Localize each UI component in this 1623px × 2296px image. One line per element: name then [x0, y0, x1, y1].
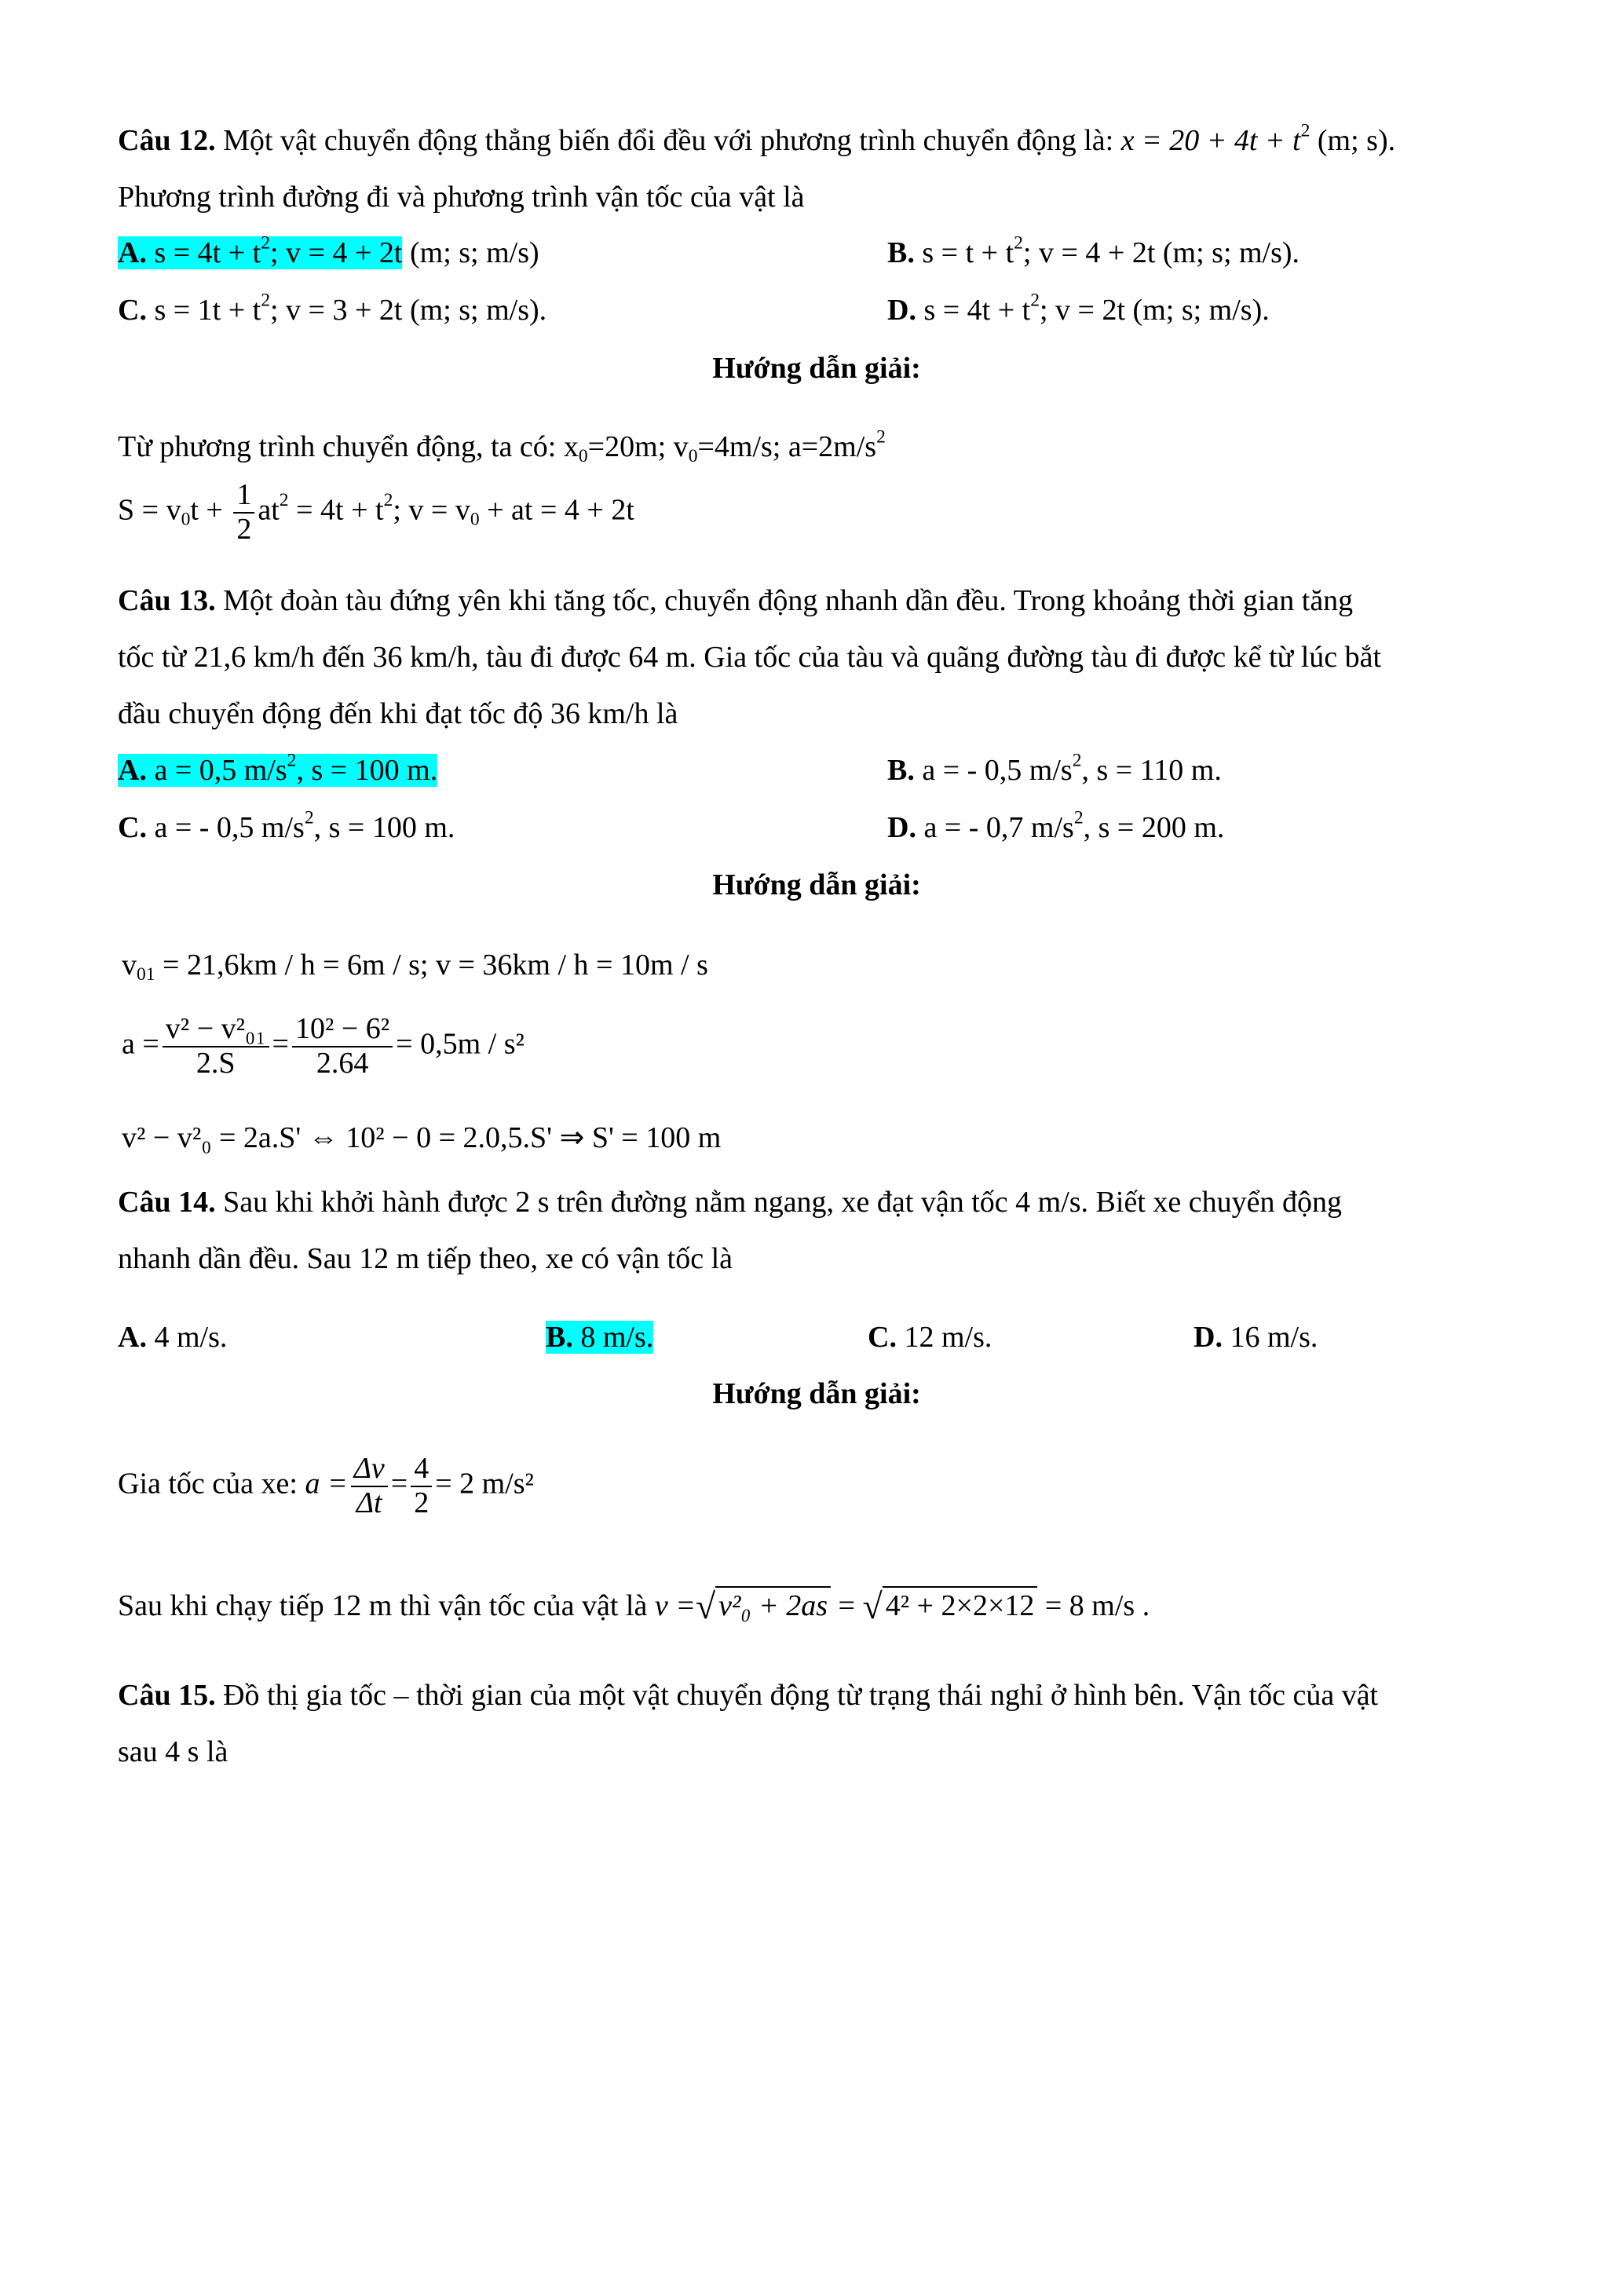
q12-option-d: D. $s = 4t + t^2$; v = 2t (m; s; m/s).	[887, 290, 1270, 327]
square-root-icon: √	[695, 1586, 716, 1626]
q12-stem-line2: Phương trình đường đi và phương trình vận tốc của vật là	[118, 181, 805, 214]
q13-solution-line1: $v_{01} = 21,6km / h = 6m / s$; v = 36km / h = 10m / s	[122, 949, 708, 985]
fraction-numeric: $\frac{\text{10² − 6²}}{2.64}$	[292, 1013, 393, 1080]
q14-option-a: A. 4 m/s.	[118, 1321, 228, 1354]
q13-option-c: C. a = - 0,5 $m/s^2$, s = 100 m.	[118, 807, 455, 844]
q13-stem-line1: Câu 13. Một đoàn tàu đứng yên khi tăng tốc, chuyển động nhanh dần đều. Trong khoảng thời gian tăng	[118, 584, 1354, 617]
q12-equation: x = 20 + 4t + t	[1120, 124, 1301, 157]
q13-number: Câu 13.	[118, 584, 216, 617]
q12-option-a: A. $s = 4t + t^2$; v = 4 + 2t (m; s; m/s)	[118, 232, 539, 269]
q12-number: Câu 12.	[118, 124, 216, 157]
q13-option-b: B. a = - 0,5 $m/s^2$, s = 110 m.	[887, 750, 1222, 787]
q14-stem-line2: nhanh dần đều. Sau 12 m tiếp theo, xe có vận tốc là	[118, 1242, 733, 1275]
q13-option-d: D. a = - 0,7 $m/s^2$, s = 200 m.	[887, 807, 1225, 844]
q12-stem-text: Một vật chuyển động thẳng biến đổi đều với phương trình chuyển động là:	[215, 124, 1121, 157]
q15-number: Câu 15.	[118, 1679, 216, 1712]
q12-equation-unit: (m; s).	[1310, 124, 1396, 157]
q12-option-b: B. $s = t + t^2$; v = 4 + 2t (m; s; m/s).	[887, 232, 1300, 269]
fraction-one-half: $\frac{1}{2}$	[233, 479, 254, 547]
q14-option-c: C. 12 m/s.	[868, 1321, 992, 1354]
q14-solution-line2: Sau khi chạy tiếp 12 m thì vận tốc của vật là v =√ v²₀ + 2as = √ 4² + 2×2×12 = 8 m/s .	[118, 1586, 1150, 1626]
q13-solution-line2: a = $\frac{\text{v² − v²₀₁}}{2.S}$ = $\frac{\text{10² − 6²}}{2.64}$ = 0,5m / s²	[122, 1012, 525, 1080]
q12-option-c: C. $s = 1t + t^2$; v = 3 + 2t (m; s; m/s).	[118, 290, 547, 327]
q13-stem-line3: đầu chuyển động đến khi đạt tốc độ 36 km/h là	[118, 697, 678, 730]
q12-stem-line1: Câu 12. Một vật chuyển động thẳng biến đổi đều với phương trình chuyển động là: $x = 20 + 4t + t^2$ (m; s).	[118, 120, 1396, 157]
q14-solution-line1: Gia tốc của xe: a = $\frac{\Delta v}{\Delta t}$ = $\frac{4}{2}$ = 2 m/s²	[118, 1452, 534, 1519]
q12-solution-line1: Từ phương trình chuyển động, ta có: $x_0=20m$; $v_0=4m/s$; $a=2m/s^2$	[118, 426, 886, 467]
q14-stem-line1: Câu 14. Sau khi khởi hành được 2 s trên đường nằm ngang, xe đạt vận tốc 4 m/s. Biết xe chuyển động	[118, 1186, 1342, 1219]
fraction-delta-v-over-delta-t: $\frac{\Delta v}{\Delta t}$	[351, 1453, 388, 1520]
q12-solution-formula: $S = v_0t$ + $\frac{1}{2}$ $at^2 = 4t + t^2$; $v = v_0$ + at = 4 + 2t	[118, 478, 634, 546]
q15-stem-line2: sau 4 s là	[118, 1735, 228, 1768]
fraction-four-over-two: $\frac{4}{2}$	[411, 1453, 432, 1520]
q12-guide-heading: Hướng dẫn giải:	[712, 352, 921, 385]
q14-number: Câu 14.	[118, 1186, 216, 1219]
q13-guide-heading: Hướng dẫn giải:	[712, 868, 921, 901]
q14-guide-heading: Hướng dẫn giải:	[712, 1377, 921, 1410]
square-root-icon: √	[862, 1586, 883, 1626]
q14-option-d: D. 16 m/s.	[1193, 1321, 1318, 1354]
q13-stem-line2: tốc từ 21,6 km/h đến 36 km/h, tàu đi được 64 m. Gia tốc của tàu và quãng đường tàu đi được kể từ lúc bắt	[118, 641, 1382, 674]
q14-option-b: B. 8 m/s.	[546, 1321, 654, 1354]
fraction-velocity-difference: $\frac{\text{v² − v²₀₁}}{2.S}$	[163, 1013, 269, 1080]
q15-stem-line1: Câu 15. Đồ thị gia tốc – thời gian của một vật chuyển động từ trạng thái nghỉ ở hình bên. Vận tốc của vật	[118, 1679, 1379, 1712]
q13-solution-line3: v² − v²₀ = 2a.S' ⇔ 10² − 0 = 2.0,5.S' ⇒ S' = 100 m	[122, 1121, 722, 1154]
q13-option-a: A. a = 0,5 $m/s^2$, s = 100 m.	[118, 750, 438, 787]
